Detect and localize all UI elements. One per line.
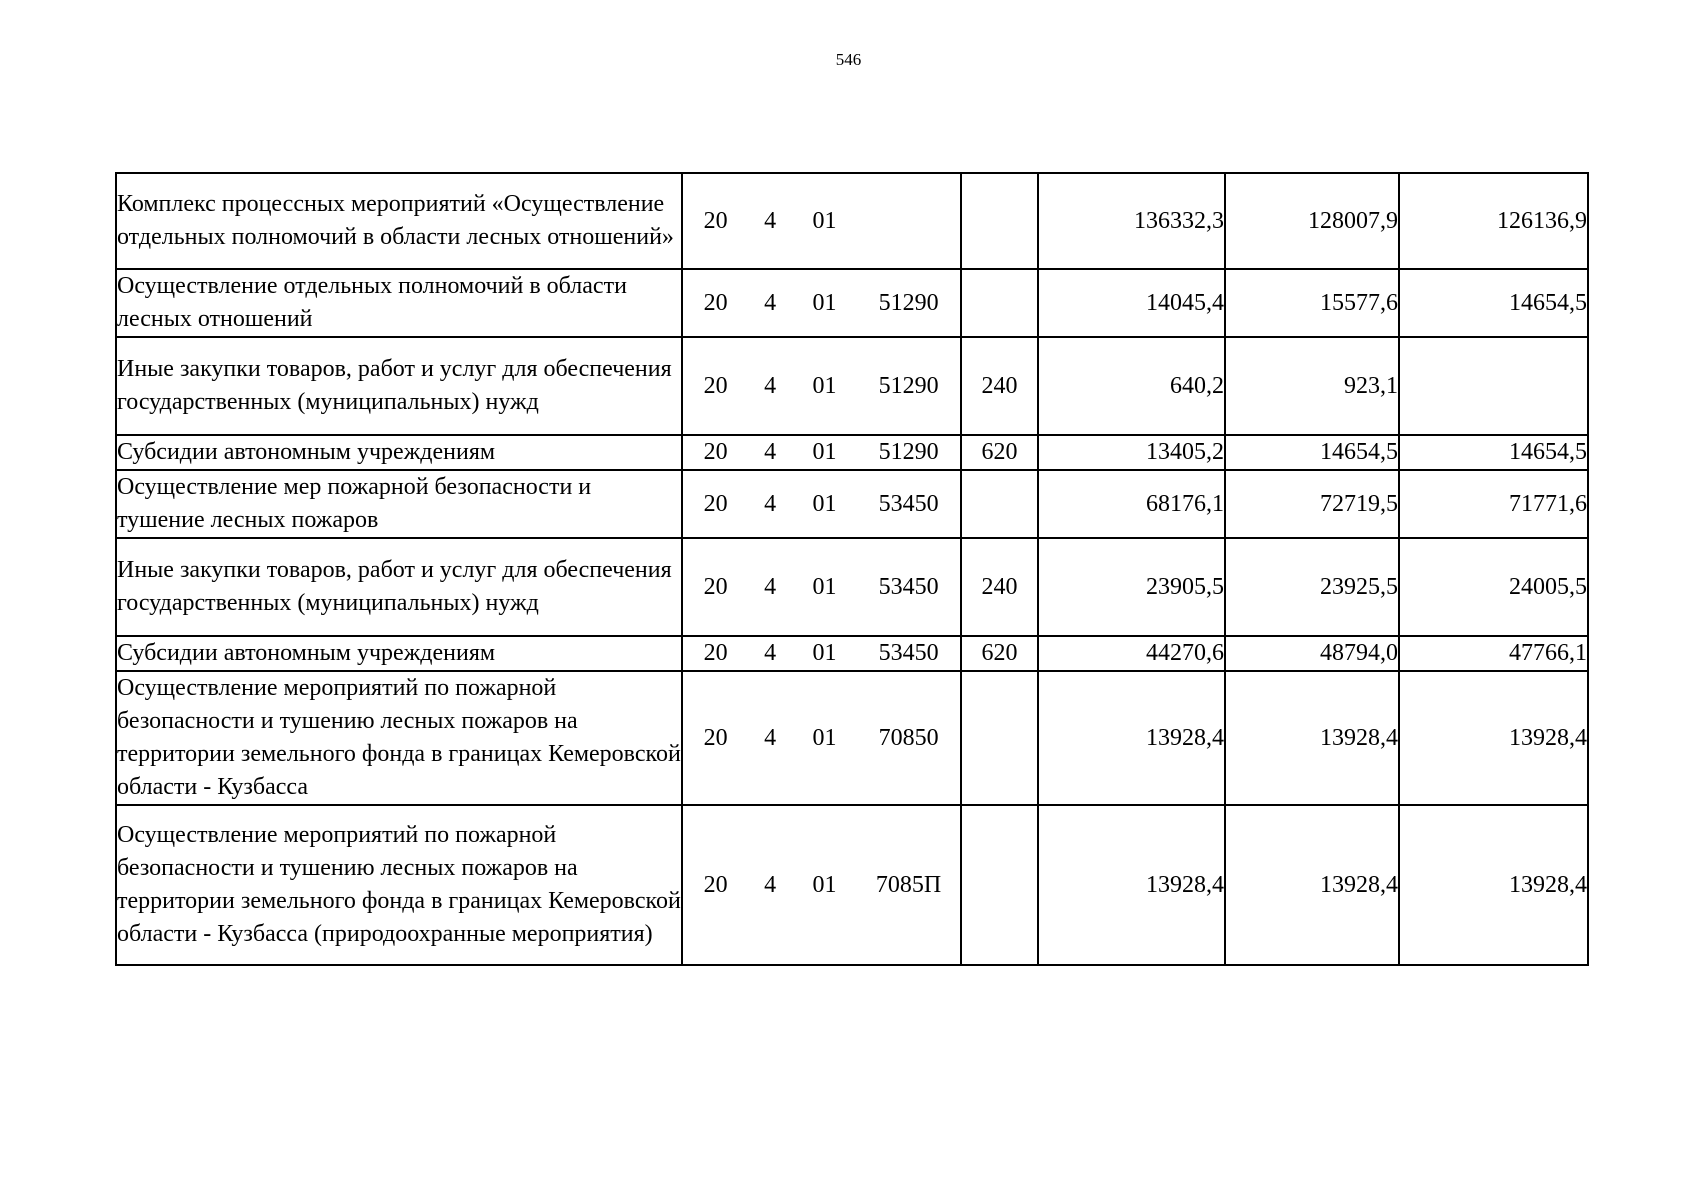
measure-code: 01	[812, 724, 837, 751]
subprogram-code: 4	[764, 573, 777, 600]
row-name: Осуществление отдельных полномочий в области лесных отношений	[116, 269, 682, 337]
table-body	[116, 173, 1588, 965]
row-name: Иные закупки товаров, работ и услуг для обеспечения государственных (муниципальных) нужд	[116, 337, 682, 435]
subprogram-code: 4	[764, 372, 777, 399]
page-number: 546	[835, 50, 862, 69]
amount-year-3: 47766,1	[1399, 636, 1588, 671]
table-row	[116, 636, 1588, 671]
program-code: 20	[703, 724, 728, 751]
amount-year-1: 13928,4	[1038, 671, 1225, 805]
amount-year-1: 23905,5	[1038, 538, 1225, 636]
amount-year-2: 48794,0	[1225, 636, 1399, 671]
amount-year-3: 13928,4	[1399, 805, 1588, 965]
amount-year-2: 15577,6	[1225, 269, 1399, 337]
program-code: 20	[703, 573, 728, 600]
row-name: Осуществление мероприятий по пожарной безопасности и тушению лесных пожаров на территории земельного фонда в границах Кемеровской области - Кузбасса (природоохранные мероприятия)	[116, 805, 682, 965]
measure-code: 01	[812, 372, 837, 399]
table-row	[116, 269, 1588, 337]
amount-year-1: 13928,4	[1038, 805, 1225, 965]
program-code: 20	[703, 640, 728, 666]
amount-year-1: 136332,3	[1038, 173, 1225, 269]
amount-year-1: 13405,2	[1038, 435, 1225, 470]
amount-year-3: 71771,6	[1399, 470, 1588, 538]
row-name: Осуществление мероприятий по пожарной безопасности и тушению лесных пожаров на территории земельного фонда в границах Кемеровской области - Кузбасса	[116, 671, 682, 805]
amount-year-1: 68176,1	[1038, 470, 1225, 538]
row-name: Комплекс процессных мероприятий «Осуществление отдельных полномочий в области лесных отношений»	[116, 173, 682, 269]
amount-year-1: 44270,6	[1038, 636, 1225, 671]
expense-type-code: 620	[961, 435, 1038, 470]
program-code: 20	[703, 289, 728, 316]
row-name: Иные закупки товаров, работ и услуг для обеспечения государственных (муниципальных) нужд	[116, 538, 682, 636]
direction-code: 51290	[878, 372, 939, 399]
subprogram-code: 4	[764, 490, 777, 517]
amount-year-1: 640,2	[1038, 337, 1225, 435]
amount-year-3: 24005,5	[1399, 538, 1588, 636]
amount-year-3: 14654,5	[1399, 269, 1588, 337]
measure-code: 01	[812, 490, 837, 517]
measure-code: 01	[812, 207, 837, 234]
measure-code: 01	[812, 871, 837, 898]
expense-type-code	[961, 173, 1038, 269]
amount-year-2: 13928,4	[1225, 805, 1399, 965]
budget-table	[115, 172, 1589, 966]
direction-code: 7085П	[875, 871, 942, 898]
subprogram-code: 4	[764, 871, 777, 898]
program-code: 20	[703, 490, 728, 517]
row-codes	[682, 636, 961, 671]
direction-code: 53450	[878, 490, 939, 517]
direction-code: 53450	[878, 640, 939, 666]
table-row	[116, 671, 1588, 805]
direction-code: 51290	[878, 289, 939, 316]
row-codes	[682, 269, 961, 337]
expense-type-code: 240	[961, 337, 1038, 435]
amount-year-3: 126136,9	[1399, 173, 1588, 269]
measure-code: 01	[812, 439, 837, 465]
row-codes	[682, 173, 961, 269]
program-code: 20	[703, 871, 728, 898]
amount-year-2: 23925,5	[1225, 538, 1399, 636]
program-code: 20	[703, 207, 728, 234]
subprogram-code: 4	[764, 724, 777, 751]
program-code: 20	[703, 439, 728, 465]
row-name: Субсидии автономным учреждениям	[116, 435, 682, 470]
amount-year-2: 923,1	[1225, 337, 1399, 435]
direction-code: 51290	[878, 439, 939, 465]
row-name: Субсидии автономным учреждениям	[116, 636, 682, 671]
table-row	[116, 173, 1588, 269]
amount-year-1: 14045,4	[1038, 269, 1225, 337]
measure-code: 01	[812, 640, 837, 666]
amount-year-3: 14654,5	[1399, 435, 1588, 470]
amount-year-3: 13928,4	[1399, 671, 1588, 805]
measure-code: 01	[812, 289, 837, 316]
expense-type-code	[961, 805, 1038, 965]
direction-code: 53450	[878, 573, 939, 600]
table-row	[116, 805, 1588, 965]
expense-type-code	[961, 470, 1038, 538]
subprogram-code: 4	[764, 289, 777, 316]
row-codes	[682, 671, 961, 805]
subprogram-code: 4	[764, 640, 777, 666]
row-codes	[682, 805, 961, 965]
row-codes	[682, 435, 961, 470]
expense-type-code	[961, 269, 1038, 337]
row-name: Осуществление мер пожарной безопасности и тушение лесных пожаров	[116, 470, 682, 538]
row-codes	[682, 470, 961, 538]
table-row	[116, 538, 1588, 636]
expense-type-code: 240	[961, 538, 1038, 636]
expense-type-code: 620	[961, 636, 1038, 671]
direction-code: 70850	[878, 724, 939, 751]
subprogram-code: 4	[764, 439, 777, 465]
program-code: 20	[703, 372, 728, 399]
measure-code: 01	[812, 573, 837, 600]
expense-type-code	[961, 671, 1038, 805]
row-codes	[682, 337, 961, 435]
table-row	[116, 470, 1588, 538]
table-row	[116, 337, 1588, 435]
amount-year-2: 13928,4	[1225, 671, 1399, 805]
amount-year-3	[1399, 337, 1588, 435]
amount-year-2: 128007,9	[1225, 173, 1399, 269]
subprogram-code: 4	[764, 207, 777, 234]
row-codes	[682, 538, 961, 636]
amount-year-2: 72719,5	[1225, 470, 1399, 538]
table-row	[116, 435, 1588, 470]
amount-year-2: 14654,5	[1225, 435, 1399, 470]
